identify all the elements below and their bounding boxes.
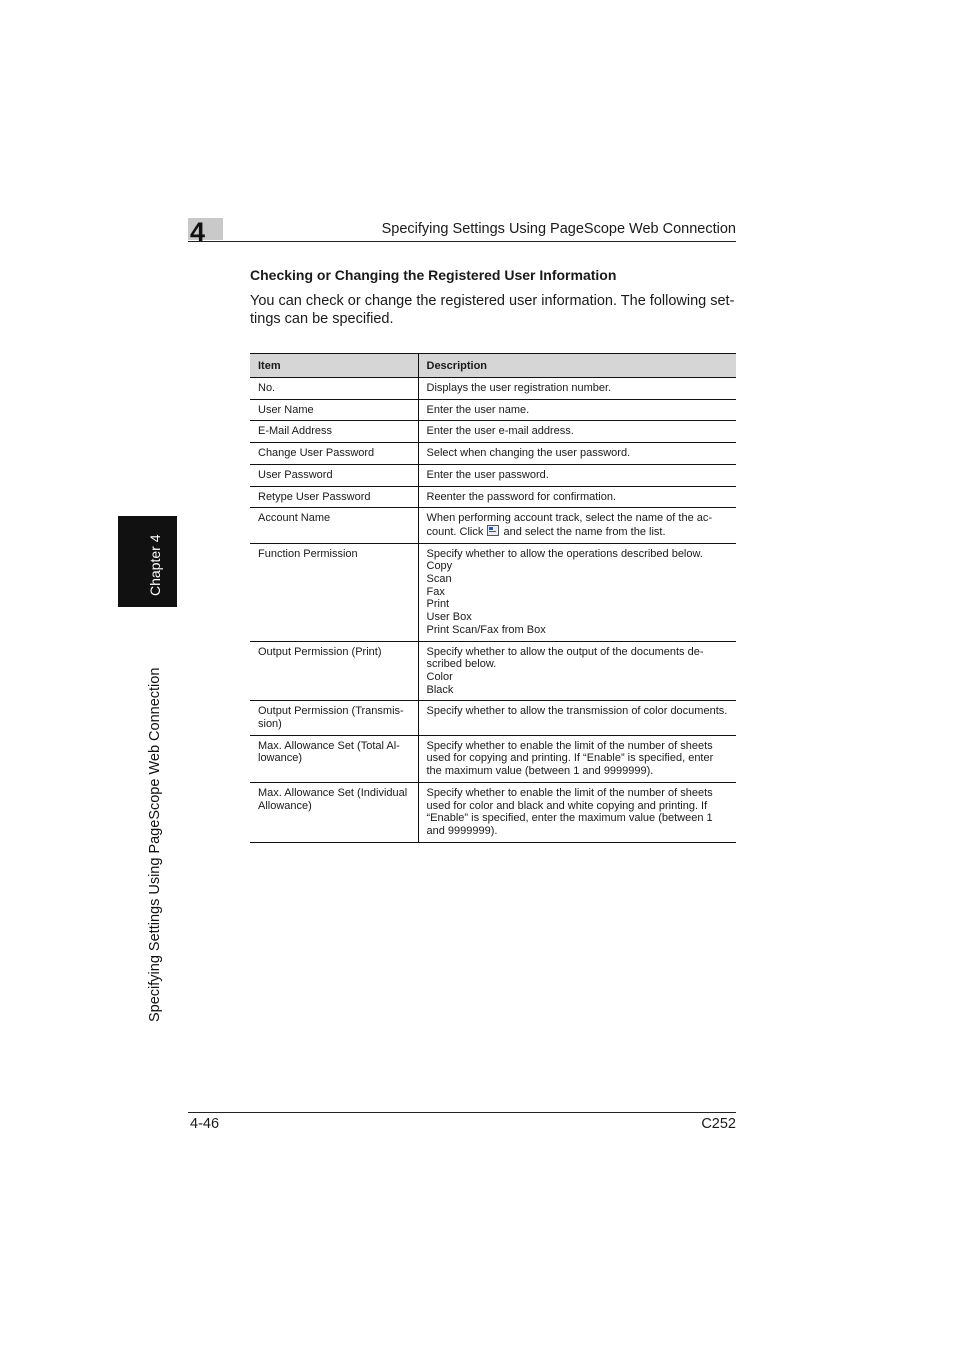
settings-table (250, 353, 736, 843)
table-row (250, 443, 736, 465)
list-select-icon (487, 525, 499, 536)
item-cell: Function Permission (250, 543, 418, 641)
description-line: Specify whether to allow the transmission of color documents. (426, 705, 728, 718)
table-header-row (250, 354, 736, 378)
item-line: lowance) (258, 752, 303, 765)
item-line: sion) (258, 718, 282, 731)
running-header-title: Specifying Settings Using PageScope Web Connection (381, 221, 736, 237)
table-row (250, 464, 736, 486)
side-running-title: Specifying Settings Using PageScope Web Connection (147, 667, 163, 1022)
description-cell (418, 543, 736, 641)
description-line: Black (426, 683, 454, 696)
table-row (250, 399, 736, 421)
item-line: Output Permission (Transmis- (258, 705, 404, 718)
description-line: Specify whether to allow the output of the documents de- (426, 645, 704, 658)
table-row (250, 378, 736, 400)
description-cell: Enter the user password. (418, 464, 736, 486)
description-cell (418, 641, 736, 701)
description-line: User Box (426, 611, 472, 624)
table-row (250, 735, 736, 782)
table-row (250, 543, 736, 641)
description-line: Specify whether to enable the limit of the number of sheets (426, 739, 713, 752)
description-line: used for color and black and white copying and printing. If (426, 799, 708, 812)
description-text: count. Click (426, 525, 487, 538)
item-line: Allowance) (258, 799, 312, 812)
description-cell (418, 508, 736, 543)
intro-line: tings can be specified. (250, 310, 394, 327)
description-line: used for copying and printing. If “Enable” is specified, enter (426, 752, 714, 765)
description-cell (418, 782, 736, 842)
footer-divider (188, 1112, 736, 1113)
item-cell (250, 782, 418, 842)
item-cell: Retype User Password (250, 486, 418, 508)
description-line: Specify whether to enable the limit of the number of sheets (426, 786, 713, 799)
description-cell: Select when changing the user password. (418, 443, 736, 465)
chapter-tab-label: Chapter 4 (147, 534, 163, 596)
item-cell (250, 735, 418, 782)
item-cell (250, 701, 418, 735)
table-row (250, 486, 736, 508)
item-cell: Account Name (250, 508, 418, 543)
description-line: Specify whether to allow the operations described below. (426, 547, 703, 560)
item-cell: User Password (250, 464, 418, 486)
table-row (250, 421, 736, 443)
item-cell: No. (250, 378, 418, 400)
description-line: Copy (426, 560, 453, 573)
item-line: Max. Allowance Set (Total Al- (258, 739, 400, 752)
description-cell: Enter the user name. (418, 399, 736, 421)
chapter-number: 4 (190, 217, 206, 247)
page-number: 4-46 (190, 1116, 220, 1132)
column-header-item: Item (250, 354, 418, 378)
description-line: and 9999999). (426, 824, 498, 837)
description-line: Scan (426, 573, 452, 586)
description-line (427, 525, 729, 539)
section-heading: Checking or Changing the Registered User Information (250, 267, 617, 283)
model-name: C252 (701, 1116, 736, 1132)
description-line: scribed below. (426, 658, 497, 671)
description-line: the maximum value (between 1 and 9999999). (426, 765, 654, 778)
description-line: Print (426, 598, 450, 611)
table-row (250, 641, 736, 701)
description-cell: Reenter the password for confirmation. (418, 486, 736, 508)
description-cell: Displays the user registration number. (418, 378, 736, 400)
column-header-description: Description (418, 354, 736, 378)
intro-paragraph (250, 293, 736, 328)
table-row (250, 782, 736, 842)
description-line: Print Scan/Fax from Box (426, 623, 546, 636)
table-row (250, 701, 736, 735)
description-line: Fax (426, 585, 445, 598)
description-cell (418, 735, 736, 782)
intro-line: You can check or change the registered user information. The following set- (250, 293, 735, 309)
description-line: When performing account track, select the name of the ac- (426, 512, 713, 525)
header-divider (188, 241, 736, 242)
description-text: and select the name from the list. (500, 525, 666, 538)
item-cell: User Name (250, 399, 418, 421)
table-row (250, 508, 736, 543)
item-cell: Output Permission (Print) (250, 641, 418, 701)
description-cell (418, 701, 736, 735)
description-line: Color (426, 670, 453, 683)
item-cell: E-Mail Address (250, 421, 418, 443)
description-cell: Enter the user e-mail address. (418, 421, 736, 443)
item-line: Max. Allowance Set (Individual (258, 786, 408, 799)
description-line: “Enable” is specified, enter the maximum value (between 1 (426, 812, 713, 825)
item-cell: Change User Password (250, 443, 418, 465)
